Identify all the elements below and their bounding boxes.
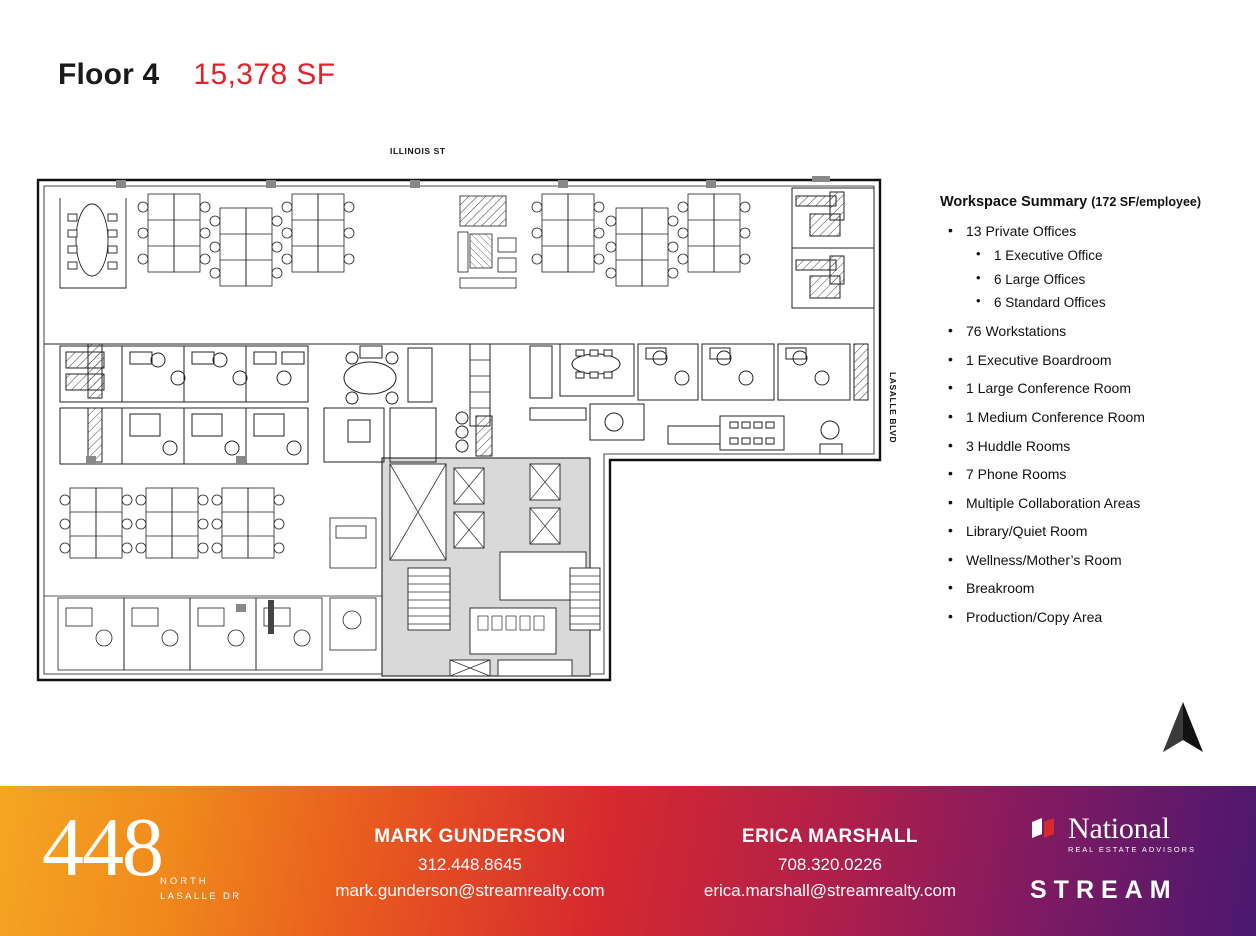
list-item: • 76 Workstations (940, 323, 1240, 339)
summary-title (940, 194, 1240, 210)
list-item (940, 223, 1240, 311)
summary-title-sub: (172 SF/employee) (1091, 195, 1202, 209)
national-name: National (1068, 812, 1170, 845)
list-item: • 3 Huddle Rooms (940, 438, 1240, 454)
floor-plan-drawing (30, 168, 910, 688)
list-item: • 1 Large Conference Room (940, 380, 1240, 396)
list-item: • 1 Medium Conference Room (940, 409, 1240, 425)
list-item: • 1 Executive Office (966, 248, 1240, 264)
page-title: Floor 4 (58, 58, 160, 91)
contact-email[interactable]: erica.marshall@streamrealty.com (703, 881, 957, 900)
contact-erica-marshall (650, 826, 1010, 901)
stream-logo: STREAM (1030, 875, 1178, 904)
list-item: • 6 Standard Offices (966, 295, 1240, 311)
summary-list (940, 223, 1240, 625)
workspace-summary-panel (940, 194, 1240, 638)
national-mark-icon (1030, 816, 1060, 851)
list-item: • Wellness/Mother’s Room (940, 552, 1240, 568)
property-logo (42, 801, 272, 916)
contact-name: MARK GUNDERSON (374, 826, 566, 847)
list-item-label: 13 Private Offices (966, 223, 1077, 239)
contact-phone[interactable]: 708.320.0226 (778, 855, 882, 874)
list-item: • Library/Quiet Room (940, 523, 1240, 539)
list-item: • Breakroom (940, 580, 1240, 596)
national-logo (1030, 814, 1230, 854)
logo-line-1: NORTH (160, 876, 209, 887)
floor-plan (30, 140, 910, 760)
national-text (1068, 814, 1196, 854)
floor-area-label: 15,378 SF (193, 58, 336, 91)
brand-logos (1030, 814, 1230, 905)
list-item: • 1 Executive Boardroom (940, 352, 1240, 368)
street-label-illinois: ILLINOIS ST (390, 146, 446, 156)
footer-bar (0, 786, 1256, 936)
list-item: • Multiple Collaboration Areas (940, 495, 1240, 511)
contact-mark-gunderson (290, 826, 650, 901)
summary-title-text: Workspace Summary (940, 194, 1088, 210)
logo-line-2: LASALLE DR (160, 891, 242, 902)
list-item: • 7 Phone Rooms (940, 466, 1240, 482)
street-label-lasalle: LASALLE BLVD (888, 372, 898, 444)
north-arrow-icon (1155, 700, 1211, 761)
contact-phone[interactable]: 312.448.8645 (418, 855, 522, 874)
list-item: • 6 Large Offices (966, 272, 1240, 288)
contact-name: ERICA MARSHALL (742, 826, 918, 847)
list-item: • Production/Copy Area (940, 609, 1240, 625)
page-header (58, 58, 335, 92)
national-tagline: REAL ESTATE ADVISORS (1068, 845, 1196, 854)
logo-number: 448 (42, 801, 162, 894)
summary-sublist (966, 248, 1240, 311)
contact-email[interactable]: mark.gunderson@streamrealty.com (335, 881, 605, 900)
